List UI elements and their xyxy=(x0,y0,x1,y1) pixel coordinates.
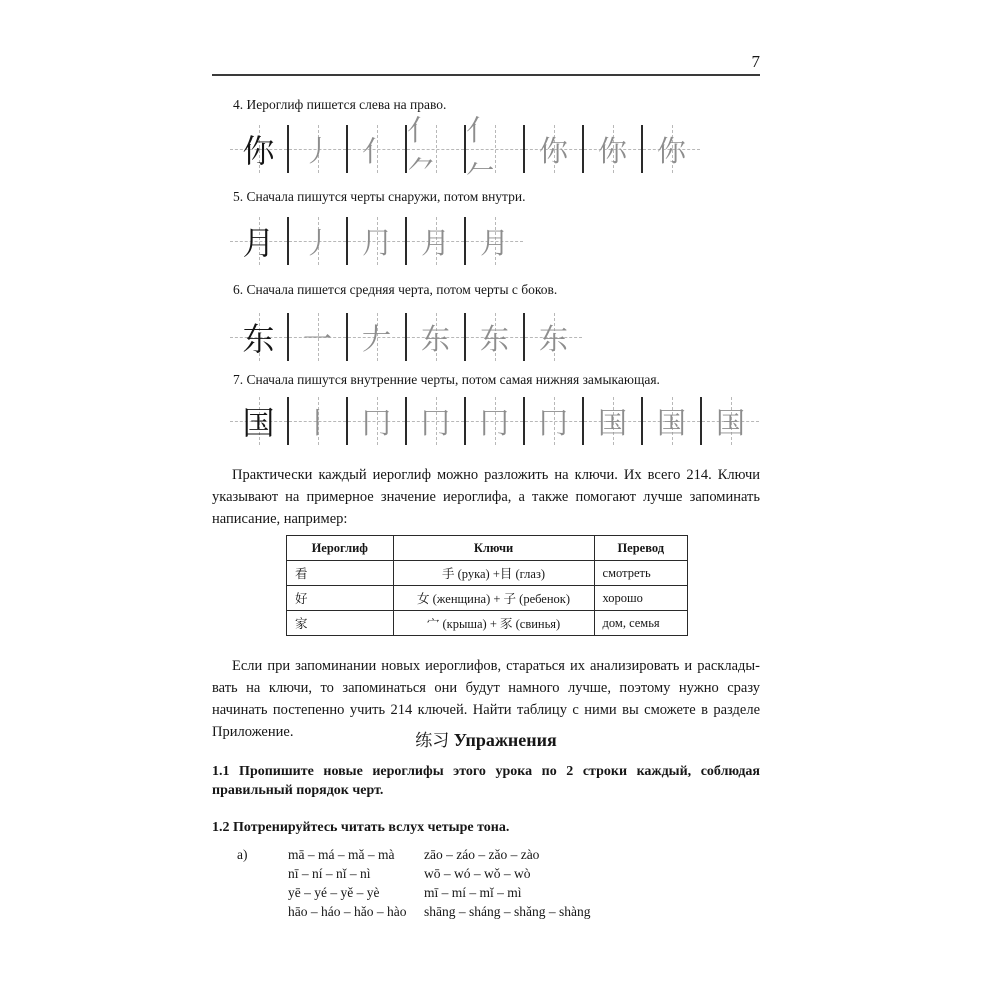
stroke-cell: 冂 xyxy=(464,397,523,445)
stroke-cell: ⺆ xyxy=(346,217,405,265)
stroke-cell: 东 xyxy=(405,313,464,361)
column-header: Ключи xyxy=(393,536,594,561)
page-number: 7 xyxy=(751,52,760,71)
stroke-cell: 亻 xyxy=(346,125,405,173)
tone-line: hāo – háo – hǎo – hào xyxy=(288,904,407,919)
stroke-cell: 亻𠂉 xyxy=(464,125,523,173)
exercise-1-2: 1.2 Потренируйтесь читать вслух четыре тона. xyxy=(212,820,510,835)
rule-caption: 5. Сначала пишутся черты снаружи, потом внутри. xyxy=(233,189,526,204)
table-cell: 宀 (крыша) + 豕 (свинья) xyxy=(393,611,594,636)
rule-caption: 7. Сначала пишутся внутренние черты, потом самая нижняя замыкающая. xyxy=(233,372,660,387)
stroke-cell: 冂 xyxy=(405,397,464,445)
stroke-cell: 月 xyxy=(464,217,523,265)
tone-column-right xyxy=(424,845,590,921)
stroke-order-row xyxy=(230,397,759,445)
stroke-cell: 𠂇 xyxy=(346,313,405,361)
tone-column-left xyxy=(288,845,406,921)
stroke-cell: 国 xyxy=(700,397,759,445)
table-row xyxy=(287,586,688,611)
stroke-order-row xyxy=(230,217,523,265)
section-heading-ru: Упражнения xyxy=(453,730,557,750)
stroke-cell: 你 xyxy=(641,125,700,173)
table-cell: 女 (женщина) + 子 (ребенок) xyxy=(393,586,594,611)
paragraph-text: Практически каждый иероглиф можно разложить на ключи. Их всего 214. Ключи указывают на примерное значение иероглифа, а также помогают лучше запоминать написание, например: xyxy=(212,467,760,527)
section-heading-zh: 练习 xyxy=(415,731,450,751)
stroke-order-row xyxy=(230,113,700,188)
stroke-cell: 丨 xyxy=(287,397,346,445)
header-rule xyxy=(212,74,760,76)
exercise-1-1: 1.1 Пропишите новые иероглифы этого урока по 2 строки каждый, соблюдая правильный порядок черт. xyxy=(212,764,760,798)
stroke-cell: 月 xyxy=(230,217,287,265)
stroke-cell: 你 xyxy=(523,125,582,173)
paragraph-text: Если при запоминании новых иероглифов, стараться их анализировать и раскладывать на ключи, то запоминаться они будут намного лучше, поэтому нужно сразу начинать постепенно учить 214 ключей. Найти таблицу с ними вы сможете в разделе Приложение. xyxy=(212,658,760,740)
stroke-cell: 冂 xyxy=(346,397,405,445)
stroke-cell: 丿 xyxy=(287,125,346,173)
intro-paragraph xyxy=(212,464,760,530)
stroke-cell: 国 xyxy=(230,397,287,445)
stroke-cell: 你 xyxy=(582,125,641,173)
drill-label: а) xyxy=(237,847,248,862)
stroke-order-row xyxy=(230,313,582,361)
table-header-row xyxy=(287,536,688,561)
table-row xyxy=(287,561,688,586)
table-cell: 家 xyxy=(287,611,394,636)
tone-line: yē – yé – yě – yè xyxy=(288,885,380,900)
table-row xyxy=(287,611,688,636)
column-header: Перевод xyxy=(594,536,687,561)
stroke-cell: 东 xyxy=(464,313,523,361)
stroke-cell: 东 xyxy=(523,313,582,361)
table-cell: хорошо xyxy=(594,586,687,611)
section-heading xyxy=(212,726,760,751)
table-cell: смотреть xyxy=(594,561,687,586)
table-cell: 看 xyxy=(287,561,394,586)
stroke-cell: 你 xyxy=(230,125,287,173)
tone-line: zāo – záo – zǎo – zào xyxy=(424,847,540,862)
tone-line: mā – má – mǎ – mà xyxy=(288,847,395,862)
rule-caption: 6. Сначала пишется средняя черта, потом черты с боков. xyxy=(233,282,558,297)
stroke-cell: 冂 xyxy=(523,397,582,445)
stroke-cell: 国 xyxy=(641,397,700,445)
rule-caption: 4. Иероглиф пишется слева на право. xyxy=(233,97,447,112)
stroke-cell: 东 xyxy=(230,313,287,361)
column-header: Иероглиф xyxy=(287,536,394,561)
tone-line: shāng – sháng – shǎng – shàng xyxy=(424,904,591,919)
table-cell: 手 (рука) +目 (глаз) xyxy=(393,561,594,586)
stroke-cell: 月 xyxy=(405,217,464,265)
radicals-table xyxy=(286,535,688,636)
table-cell: 好 xyxy=(287,586,394,611)
stroke-cell: 国 xyxy=(582,397,641,445)
tone-line: nī – ní – nǐ – nì xyxy=(288,866,371,881)
stroke-cell: 一 xyxy=(287,313,346,361)
stroke-cell: 丿 xyxy=(287,217,346,265)
table-cell: дом, семья xyxy=(594,611,687,636)
tone-line: wō – wó – wǒ – wò xyxy=(424,866,531,881)
tone-line: mī – mí – mǐ – mì xyxy=(424,885,522,900)
stroke-cell: 亻⺈ xyxy=(405,125,464,173)
